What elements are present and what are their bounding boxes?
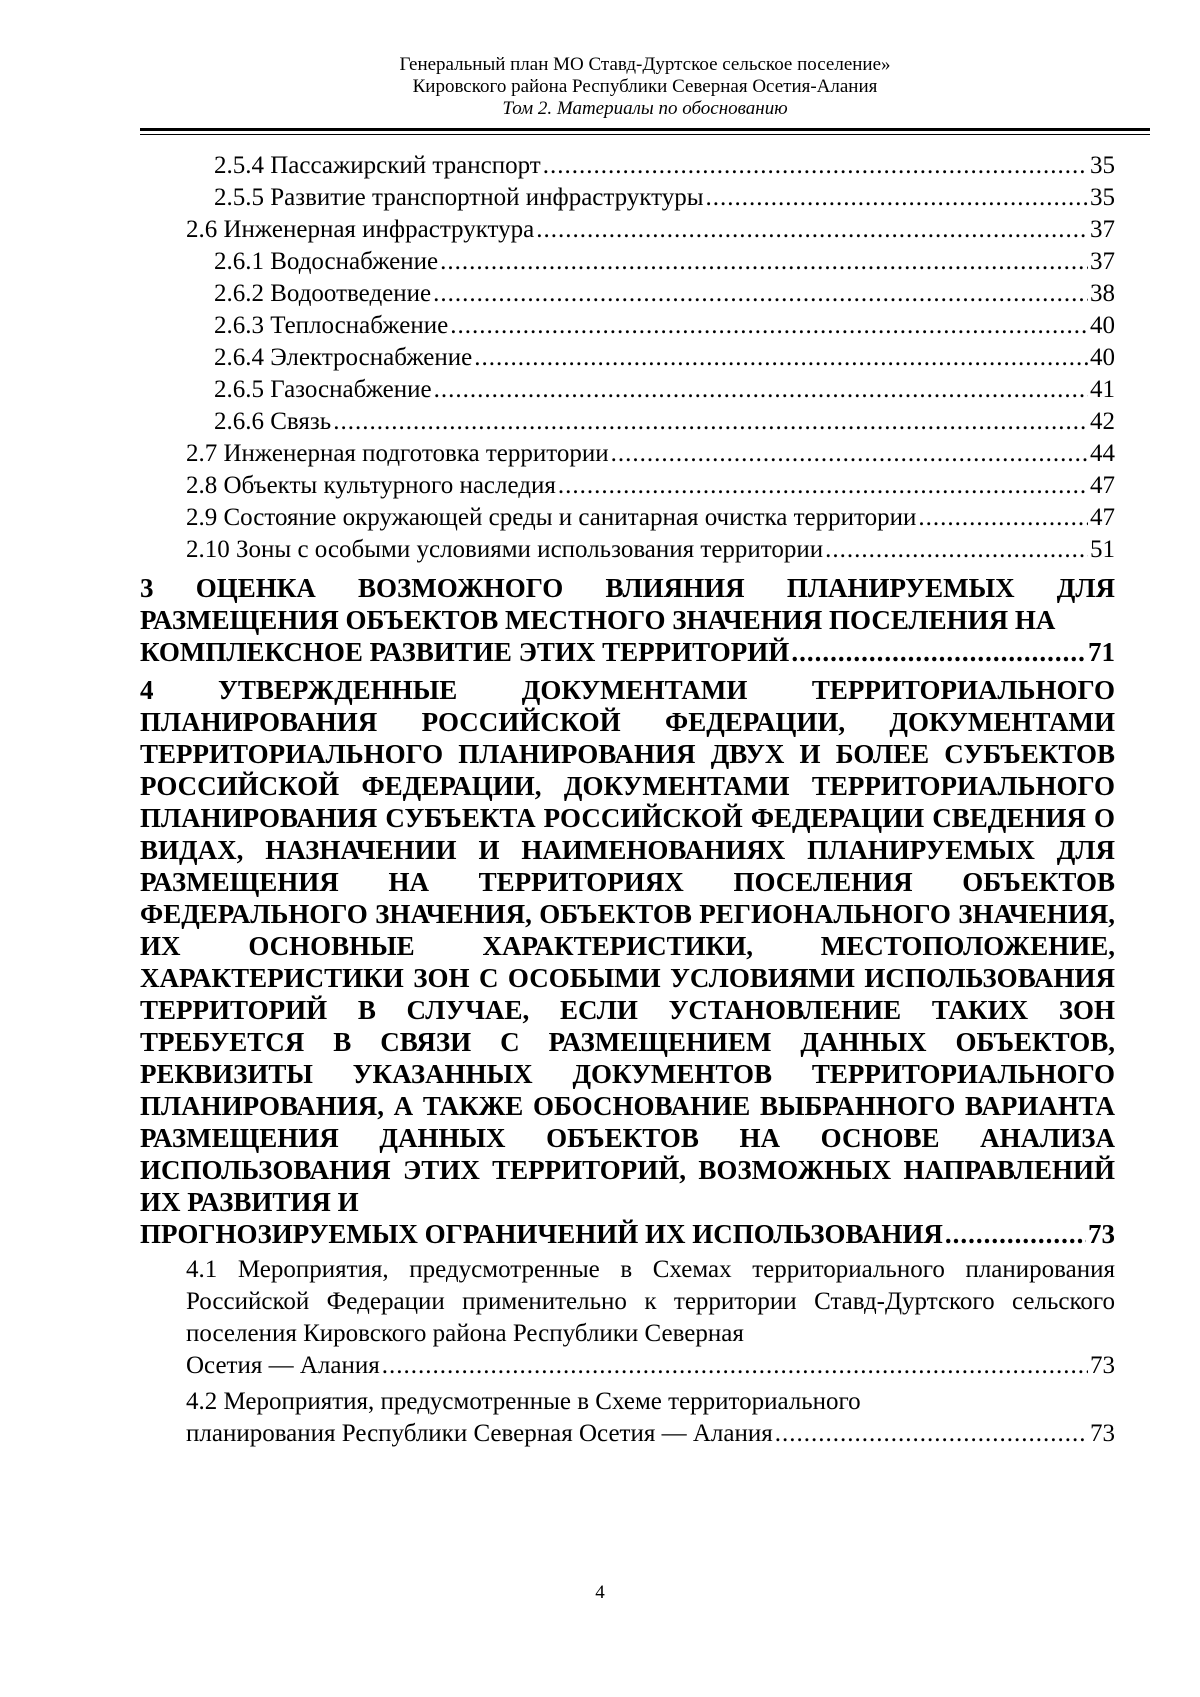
toc-leader-dots bbox=[775, 1418, 1088, 1450]
toc-leader-dots bbox=[434, 374, 1088, 406]
toc-entry-title: 2.6.3 Теплоснабжение bbox=[214, 312, 449, 339]
toc-entry-page: 40 bbox=[1090, 344, 1115, 371]
toc-section-4-2[interactable] bbox=[140, 1386, 1115, 1450]
toc-entry-page: 47 bbox=[1090, 472, 1115, 499]
toc-entry-page: 40 bbox=[1090, 312, 1115, 339]
toc-leader-dots bbox=[558, 470, 1088, 502]
document-header bbox=[140, 54, 1150, 120]
toc-chapter-4[interactable] bbox=[140, 674, 1115, 1250]
toc-section-4-1-title: 4.1 Мероприятия, предусмотренные в Схемах территориального планирования Российской Федерации применительно к территории Ставд-Дуртского сельского поселения Кировского района Республики Северная bbox=[186, 1256, 1115, 1347]
toc-leader-dots bbox=[945, 1218, 1086, 1250]
toc-entry[interactable] bbox=[140, 502, 1115, 534]
toc-entry[interactable] bbox=[140, 534, 1115, 566]
toc-entry-page: 38 bbox=[1090, 280, 1115, 307]
toc-entry-title: 2.6.4 Электроснабжение bbox=[214, 344, 473, 371]
toc-entry[interactable] bbox=[140, 406, 1115, 438]
toc-entry-title: 2.7 Инженерная подготовка территории bbox=[186, 440, 609, 467]
toc-section-4-1[interactable] bbox=[140, 1254, 1115, 1382]
toc-entry-title: 2.9 Состояние окружающей среды и санитарная очистка территории bbox=[186, 504, 917, 531]
toc-entry-title: 2.6 Инженерная инфраструктура bbox=[186, 216, 535, 243]
toc-chapter-4-page: 73 bbox=[1088, 1219, 1115, 1249]
header-title-line-2: Кировского района Республики Северная Осетия-Алания bbox=[412, 76, 878, 97]
toc-entry[interactable] bbox=[140, 214, 1115, 246]
table-of-contents bbox=[140, 150, 1115, 1450]
toc-entry-page: 37 bbox=[1090, 216, 1115, 243]
toc-leader-dots bbox=[450, 310, 1088, 342]
toc-entry[interactable] bbox=[140, 150, 1115, 182]
header-rule-thin bbox=[140, 134, 1150, 135]
toc-entry[interactable] bbox=[140, 342, 1115, 374]
toc-section-4-1-title-end: Осетия — Алания bbox=[186, 1352, 380, 1379]
toc-leader-dots bbox=[543, 150, 1088, 182]
toc-chapter-4-title-end: ПРОГНОЗИРУЕМЫХ ОГРАНИЧЕНИЙ ИХ ИСПОЛЬЗОВАНИЯ bbox=[140, 1219, 943, 1249]
toc-entry[interactable] bbox=[140, 246, 1115, 278]
toc-leader-dots bbox=[333, 406, 1088, 438]
toc-entry[interactable] bbox=[140, 310, 1115, 342]
toc-entry-title: 2.6.1 Водоснабжение bbox=[214, 248, 439, 275]
toc-leader-dots bbox=[611, 438, 1088, 470]
toc-chapter-3-last-line bbox=[140, 636, 1115, 668]
toc-leader-dots bbox=[536, 214, 1088, 246]
toc-entry-page: 47 bbox=[1090, 504, 1115, 531]
header-volume-line: Том 2. Материалы по обоснованию bbox=[502, 98, 788, 119]
toc-entry-page: 35 bbox=[1090, 152, 1115, 179]
toc-section-4-1-page: 73 bbox=[1090, 1352, 1115, 1379]
toc-chapter-4-title: 4 УТВЕРЖДЕННЫЕ ДОКУМЕНТАМИ ТЕРРИТОРИАЛЬНОГО ПЛАНИРОВАНИЯ РОССИЙСКОЙ ФЕДЕРАЦИИ, ДОКУМЕНТАМИ ТЕРРИТОРИАЛЬНОГО ПЛАНИРОВАНИЯ ДВУХ И БОЛЕЕ СУБЪЕКТОВ РОССИЙСКОЙ ФЕДЕРАЦИИ, ДОКУМЕНТАМИ ТЕРРИТОРИАЛЬНОГО ПЛАНИРОВАНИЯ СУБЪЕКТА РОССИЙСКОЙ ФЕДЕРАЦИИ СВЕДЕНИЯ О ВИДАХ, НАЗНАЧЕНИИ И НАИМЕНОВАНИЯХ ПЛАНИРУЕМЫХ ДЛЯ РАЗМЕЩЕНИЯ НА ТЕРРИТОРИЯХ ПОСЕЛЕНИЯ ОБЪЕКТОВ ФЕДЕРАЛЬНОГО ЗНАЧЕНИЯ, ОБЪЕКТОВ РЕГИОНАЛЬНОГО ЗНАЧЕНИЯ, ИХ ОСНОВНЫЕ ХАРАКТЕРИСТИКИ, МЕСТОПОЛОЖЕНИЕ, ХАРАКТЕРИСТИКИ ЗОН С ОСОБЫМИ УСЛОВИЯМИ ИСПОЛЬЗОВАНИЯ ТЕРРИТОРИЙ В СЛУЧАЕ, ЕСЛИ УСТАНОВЛЕНИЕ ТАКИХ ЗОН ТРЕБУЕТСЯ В СВЯЗИ С РАЗМЕЩЕНИЕМ ДАННЫХ ОБЪЕКТОВ, РЕКВИЗИТЫ УКАЗАННЫХ ДОКУМЕНТОВ ТЕРРИТОРИАЛЬНОГО ПЛАНИРОВАНИЯ, А ТАКЖЕ ОБОСНОВАНИЕ ВЫБРАННОГО ВАРИАНТА РАЗМЕЩЕНИЯ ДАННЫХ ОБЪЕКТОВ НА ОСНОВЕ АНАЛИЗА ИСПОЛЬЗОВАНИЯ ЭТИХ ТЕРРИТОРИЙ, ВОЗМОЖНЫХ НАПРАВЛЕНИЙ ИХ РАЗВИТИЯ И bbox=[140, 675, 1115, 1217]
toc-entry-title: 2.5.4 Пассажирский транспорт bbox=[214, 152, 541, 179]
toc-section-4-2-title-end: планирования Республики Северная Осетия — Алания bbox=[186, 1420, 773, 1447]
toc-section-4-2-title: 4.2 Мероприятия, предусмотренные в Схеме территориального bbox=[186, 1388, 861, 1415]
toc-leader-dots bbox=[440, 246, 1088, 278]
toc-entry-title: 2.5.5 Развитие транспортной инфраструктуры bbox=[214, 184, 704, 211]
toc-entry[interactable] bbox=[140, 182, 1115, 214]
toc-section-4-2-page: 73 bbox=[1090, 1420, 1115, 1447]
toc-entry-page: 37 bbox=[1090, 248, 1115, 275]
toc-entry-page: 42 bbox=[1090, 408, 1115, 435]
toc-chapter-3[interactable] bbox=[140, 572, 1115, 668]
toc-entry-title: 2.6.2 Водоотведение bbox=[214, 280, 432, 307]
toc-leader-dots bbox=[433, 278, 1088, 310]
toc-leader-dots bbox=[382, 1350, 1088, 1382]
toc-entry[interactable] bbox=[140, 438, 1115, 470]
toc-entry-title: 2.6.6 Связь bbox=[214, 408, 332, 435]
toc-chapter-3-title: 3 ОЦЕНКА ВОЗМОЖНОГО ВЛИЯНИЯ ПЛАНИРУЕМЫХ ДЛЯ РАЗМЕЩЕНИЯ ОБЪЕКТОВ МЕСТНОГО ЗНАЧЕНИЯ ПОСЕЛЕНИЯ НА bbox=[140, 573, 1115, 635]
toc-entry-title: 2.6.5 Газоснабжение bbox=[214, 376, 432, 403]
toc-entry-page: 51 bbox=[1090, 536, 1115, 563]
toc-section-4-2-last-line bbox=[186, 1418, 1115, 1450]
toc-entry-page: 41 bbox=[1090, 376, 1115, 403]
header-rule-thick bbox=[140, 128, 1150, 131]
toc-section-4-1-last-line bbox=[186, 1350, 1115, 1382]
toc-leader-dots bbox=[706, 182, 1088, 214]
toc-entry-title: 2.10 Зоны с особыми условиями использования территории bbox=[186, 536, 824, 563]
toc-chapter-3-page: 71 bbox=[1088, 637, 1115, 667]
toc-entry-page: 44 bbox=[1090, 440, 1115, 467]
toc-chapter-3-title-end: КОМПЛЕКСНОЕ РАЗВИТИЕ ЭТИХ ТЕРРИТОРИЙ bbox=[140, 637, 790, 667]
toc-entry[interactable] bbox=[140, 278, 1115, 310]
toc-entry-title: 2.8 Объекты культурного наследия bbox=[186, 472, 556, 499]
page-number: 4 bbox=[595, 1582, 605, 1603]
toc-entry-page: 35 bbox=[1090, 184, 1115, 211]
toc-leader-dots bbox=[825, 534, 1088, 566]
toc-chapter-4-last-line bbox=[140, 1218, 1115, 1250]
toc-leader-dots bbox=[474, 342, 1088, 374]
header-title-line-1: Генеральный план МО Ставд-Дуртское сельское поселение» bbox=[399, 54, 891, 75]
toc-leader-dots bbox=[791, 636, 1086, 668]
toc-entry[interactable] bbox=[140, 374, 1115, 406]
toc-leader-dots bbox=[918, 502, 1088, 534]
toc-entry[interactable] bbox=[140, 470, 1115, 502]
